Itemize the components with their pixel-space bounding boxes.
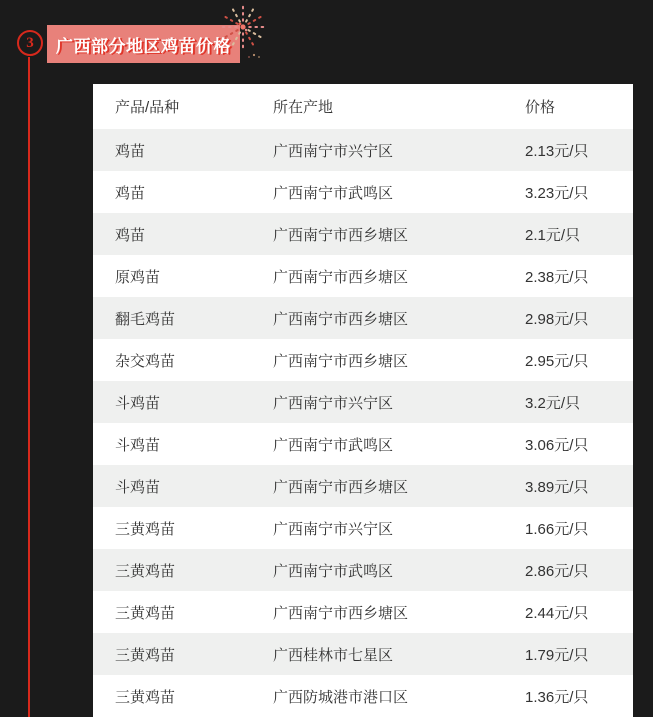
cell-origin: 广西南宁市西乡塘区 [273,268,409,286]
cell-origin: 广西南宁市西乡塘区 [273,352,409,370]
cell-product: 鸡苗 [115,184,146,202]
table-row [93,171,633,213]
section-connector-line [28,57,30,717]
cell-product: 三黄鸡苗 [115,520,176,538]
table-row [93,129,633,171]
table-row [93,255,633,297]
cell-product: 杂交鸡苗 [115,352,176,370]
cell-origin: 广西南宁市兴宁区 [273,520,394,538]
cell-origin: 广西南宁市武鸣区 [273,562,394,580]
cell-product: 斗鸡苗 [115,394,161,412]
cell-product: 三黄鸡苗 [115,688,176,706]
table-row [93,549,633,591]
cell-price: 2.98元/只 [525,310,589,328]
firework-icon [210,0,274,62]
cell-price: 2.86元/只 [525,562,589,580]
cell-origin: 广西南宁市兴宁区 [273,394,394,412]
cell-origin: 广西南宁市武鸣区 [273,184,394,202]
cell-product: 鸡苗 [115,142,146,160]
column-header-origin: 所在产地 [273,99,334,116]
table-row [93,423,633,465]
table-row [93,381,633,423]
section-index: 3 [26,34,34,51]
cell-price: 2.1元/只 [525,226,581,244]
section-title: 广西部分地区鸡苗价格 [56,36,231,56]
column-header-price: 价格 [525,99,556,116]
cell-price: 2.95元/只 [525,352,589,370]
cell-price: 3.06元/只 [525,436,589,454]
column-header-product: 产品/品种 [115,99,180,116]
cell-origin: 广西南宁市西乡塘区 [273,310,409,328]
cell-origin: 广西南宁市西乡塘区 [273,478,409,496]
table-row [93,591,633,633]
cell-product: 斗鸡苗 [115,436,161,454]
table-row [93,675,633,717]
cell-price: 3.2元/只 [525,394,581,412]
cell-product: 翻毛鸡苗 [115,310,176,328]
cell-product: 鸡苗 [115,226,146,244]
cell-origin: 广西南宁市武鸣区 [273,436,394,454]
cell-price: 1.79元/只 [525,646,589,664]
cell-price: 1.36元/只 [525,688,589,706]
table-row [93,213,633,255]
cell-price: 2.13元/只 [525,142,589,160]
cell-origin: 广西桂林市七星区 [273,646,394,664]
cell-origin: 广西防城港市港口区 [273,688,409,706]
cell-origin: 广西南宁市兴宁区 [273,142,394,160]
table-row [93,339,633,381]
cell-price: 3.89元/只 [525,478,589,496]
cell-product: 三黄鸡苗 [115,604,176,622]
cell-price: 2.44元/只 [525,604,589,622]
table-row [93,297,633,339]
section-index-badge [17,30,43,56]
cell-origin: 广西南宁市西乡塘区 [273,604,409,622]
cell-product: 三黄鸡苗 [115,562,176,580]
price-table [93,84,633,717]
table-header-row [93,84,633,129]
table-row [93,507,633,549]
table-row [93,465,633,507]
cell-price: 2.38元/只 [525,268,589,286]
cell-product: 斗鸡苗 [115,478,161,496]
cell-product: 三黄鸡苗 [115,646,176,664]
table-row [93,633,633,675]
cell-origin: 广西南宁市西乡塘区 [273,226,409,244]
cell-price: 3.23元/只 [525,184,589,202]
table-body [93,129,633,717]
cell-product: 原鸡苗 [115,268,161,286]
cell-price: 1.66元/只 [525,520,589,538]
